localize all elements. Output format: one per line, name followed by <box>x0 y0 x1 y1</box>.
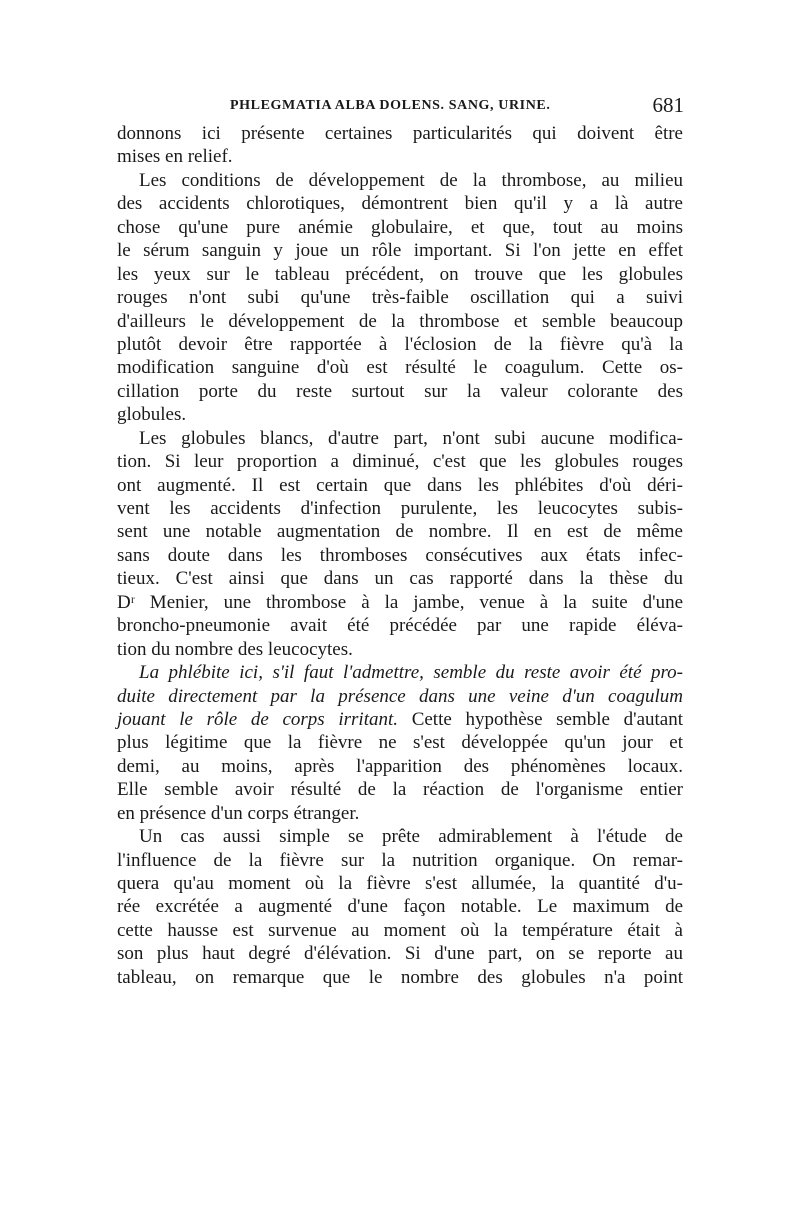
text-line: ont augmenté. Il est certain que dans les phlébites d'où déri- <box>117 474 683 496</box>
text-line: mises en relief. <box>117 146 233 168</box>
text-line: cillation porte du reste surtout sur la valeur colorante des <box>117 380 683 402</box>
text-line: vent les accidents d'infection purulente, les leucocytes subis- <box>117 498 683 519</box>
text-line: rée excrétée a augmenté d'une façon notable. Le maximum de <box>117 896 683 918</box>
text-line: Dʳ Menier, une thrombose à la jambe, venue à la suite d'une <box>117 591 683 613</box>
page-number: 681 <box>652 93 684 117</box>
text-line: plutôt devoir être rapportée à l'éclosion de la fièvre qu'à la <box>117 333 683 355</box>
text-line: le sérum sanguin y joue un rôle important. Si l'on jette en effet <box>117 240 683 262</box>
text-line: d'ailleurs le développement de la thrombose et semble beaucoup <box>117 310 683 332</box>
text-line: chose qu'une pure anémie globulaire, et que, tout au moins <box>117 216 683 238</box>
roman-fragment: Cette hypothèse semble d'autant <box>398 708 683 730</box>
mixed-text-line <box>117 708 683 731</box>
text-line: Elle semble avoir résulté de la réaction de l'organisme entier <box>117 779 683 801</box>
italic-text-line: La phlébite ici, s'il faut l'admettre, semble du reste avoir été pro- <box>139 662 683 684</box>
text-line: en présence d'un corps étranger. <box>117 802 360 824</box>
text-line: donnons ici présente certaines particularités qui doivent être <box>117 123 683 144</box>
text-line: cette hausse est survenue au moment où la température était à <box>117 919 683 941</box>
text-line: Les conditions de développement de la thrombose, au milieu <box>139 169 683 191</box>
text-line: son plus haut degré d'élévation. Si d'une part, on se reporte au <box>117 943 683 965</box>
text-line: demi, au moins, après l'apparition des phénomènes locaux. <box>117 755 683 777</box>
text-line: tion du nombre des leucocytes. <box>117 638 353 660</box>
text-line: sans doute dans les thromboses consécutives aux états infec- <box>117 544 683 566</box>
text-line: Les globules blancs, d'autre part, n'ont subi aucune modifica- <box>139 427 683 449</box>
body-text <box>117 122 683 989</box>
running-title: PHLEGMATIA ALBA DOLENS. SANG, URINE. <box>230 98 551 113</box>
text-line: globules. <box>117 404 187 426</box>
text-line: sent une notable augmentation de nombre. Il en est de même <box>117 521 683 543</box>
text-line: tion. Si leur proportion a diminué, c'est que les globules rouges <box>117 451 683 473</box>
text-line: Un cas aussi simple se prête admirablement à l'étude de <box>139 826 683 848</box>
text-line: rouges n'ont subi qu'une très-faible oscillation qui a suivi <box>117 287 683 309</box>
text-line: plus légitime que la fièvre ne s'est développée qu'un jour et <box>117 732 683 754</box>
text-line: quera qu'au moment où la fièvre s'est allumée, la quantité d'u- <box>117 873 683 894</box>
italic-fragment: jouant le rôle de corps irritant. <box>117 708 399 730</box>
text-line: l'influence de la fièvre sur la nutrition organique. On remar- <box>117 849 683 871</box>
text-line: tableau, on remarque que le nombre des globules n'a point <box>117 966 683 988</box>
text-line: broncho-pneumonie avait été précédée par une rapide éléva- <box>117 615 683 637</box>
text-line: des accidents chlorotiques, démontrent bien qu'il y a là autre <box>117 193 683 215</box>
italic-text-line: duite directement par la présence dans une veine d'un coagulum <box>117 685 683 707</box>
text-line: modification sanguine d'où est résulté le coagulum. Cette os- <box>117 357 683 379</box>
text-line: les yeux sur le tableau précédent, on trouve que les globules <box>117 263 683 285</box>
text-line: tieux. C'est ainsi que dans un cas rapporté dans la thèse du <box>117 568 683 590</box>
running-head <box>118 93 684 120</box>
